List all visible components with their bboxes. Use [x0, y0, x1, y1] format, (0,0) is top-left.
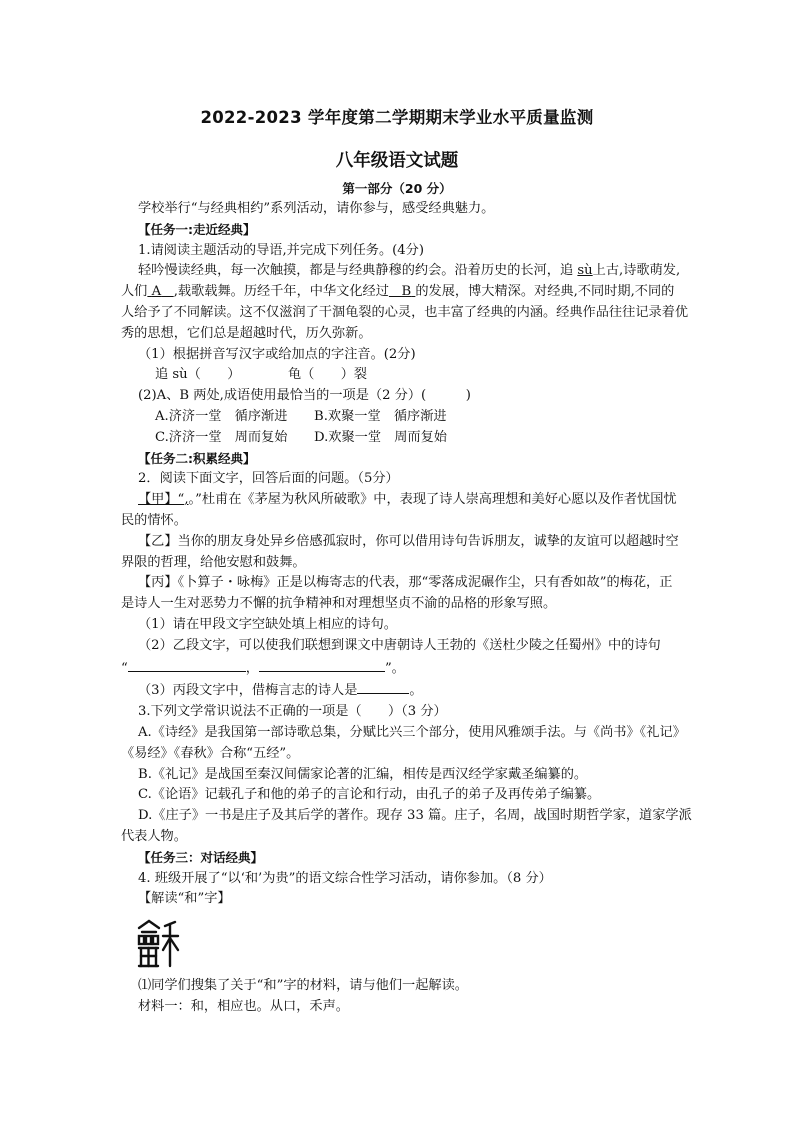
option-c[interactable]: C.济济一堂 周而复始	[155, 429, 288, 445]
q3-option-d-1[interactable]: D.《庄子》一书是庄子及其后学的著作。现存 33 篇。庄子，名周，战国时期哲学家，道家学派	[138, 808, 692, 824]
blank-b[interactable]: B	[401, 284, 412, 300]
options-row-1	[121, 407, 641, 428]
passage-line-1	[121, 261, 681, 282]
item-su[interactable]: 追 sù（ ）	[155, 367, 241, 383]
exam-content	[121, 199, 692, 1018]
task2-heading: 【任务二:积累经典】	[138, 450, 256, 466]
passage-text: 轻吟慢读经典，每一次触摸，都是与经典静穆的约会。沿着历史的长河，追	[138, 263, 578, 279]
passage-text: ,载歌载舞。历经千年，中华文化经过	[173, 284, 389, 300]
subject-title: 八年级语文试题	[335, 151, 459, 171]
task3-heading: 【任务三：对话经典】	[138, 849, 264, 865]
passage-line-4: 秀的思想，它们总是超越时代，历久弥新。	[121, 325, 372, 341]
question-3: 3.下列文学常识说法不正确的一项是（ ）（3 分）	[138, 704, 447, 720]
sub-4-1: ⑴同学们搜集了关于“和”字的材料，请与他们一起解读。	[138, 978, 468, 994]
passage-text: 的发展，博大精深。对经典,不同时期,不同的	[415, 284, 675, 300]
para-yi-1: 【乙】当你的朋友身处异乡倍感孤寂时，你可以借用诗句告诉朋友，诚挚的友谊可以超越时空	[138, 533, 679, 549]
para-jia-2: 民的情怀。	[121, 512, 187, 528]
q3-option-a-2: 《易经》《春秋》合称“五经”。	[121, 745, 300, 761]
question-2: 2．阅读下面文字，回答后面的问题。（5分）	[138, 471, 399, 487]
question-1: 1.请阅读主题活动的导语,并完成下列任务。(4分)	[138, 242, 425, 258]
part-title: 第一部分（20 分）	[342, 181, 452, 196]
task1-heading: 【任务一:走近经典】	[138, 221, 256, 237]
sub-question-1: （1）根据拼音写汉字或给加点的字注音。(2分)	[138, 346, 416, 362]
answer-blank-1[interactable]	[128, 657, 246, 672]
q3-option-d-2: 代表人物。	[121, 828, 187, 844]
para-jia-1	[121, 490, 677, 511]
para-bing-2: 是诗人一生对恶势力不懈的抗争精神和对理想坚贞不渝的品格的形象写照。	[121, 596, 557, 612]
q3-option-a-1[interactable]: A.《诗经》是我国第一部诗歌总集，分赋比兴三个部分，使用风雅颂手法。与《尚书》《礼记》	[138, 724, 686, 740]
para-yi-2: 界限的哲理，给他安慰和鼓舞。	[121, 554, 306, 570]
jia-label: 【甲】“	[138, 492, 185, 508]
sub-question-1-items	[121, 365, 641, 386]
passage-line-2	[121, 282, 675, 303]
sub-2-2-blanks: “ ， ”。	[121, 657, 641, 680]
jia-text: 。”杜甫在《茅屋为秋风所破歌》中，表现了诗人崇高理想和美好心愿以及作者忧国忧	[188, 492, 677, 508]
option-d[interactable]: D.欢聚一堂 周而复始	[314, 429, 447, 445]
passage-text: 上古,诗歌萌发,	[592, 263, 681, 279]
intro-text: 学校举行“与经典相约”系列活动，请你参与，感受经典魅力。	[138, 201, 495, 216]
options-row-2	[121, 428, 641, 449]
seal-script-he-icon	[135, 918, 181, 970]
blank-a[interactable]: A	[151, 284, 162, 300]
material-1: 材料一：和，相应也。从口，禾声。	[138, 998, 349, 1014]
sub-2-1: （1）请在甲段文字空缺处填上相应的诗句。	[138, 616, 397, 632]
sub-heading-he: 【解读“和”字】	[138, 891, 231, 907]
sub-question-2: (2)A、B 两处,成语使用最恰当的一项是（2 分）( )	[138, 388, 471, 404]
sub-2-2: （2）乙段文字，可以使我们联想到课文中唐朝诗人王勃的《送杜少陵之任蜀州》中的诗句	[138, 637, 661, 653]
q3-option-c[interactable]: C.《论语》记载孔子和他的弟子的言论和行动，由孔子的弟子及再传弟子编纂。	[138, 787, 601, 803]
sub-2-3: （3）丙段文字中，借梅言志的诗人是 。	[121, 679, 641, 702]
answer-blank-poet[interactable]	[357, 679, 409, 694]
option-a[interactable]: A.济济一堂 循序渐进	[155, 408, 288, 424]
option-b[interactable]: B.欢聚一堂 循序渐进	[314, 408, 447, 424]
para-bing-1: 【丙】《卜算子・咏梅》正是以梅寄志的代表，那“零落成泥碾作尘，只有香如故”的梅花，正	[138, 575, 673, 591]
answer-blank-2[interactable]	[259, 657, 385, 672]
jia-comma: ,	[184, 492, 189, 508]
q3-option-b[interactable]: B.《礼记》是战国至秦汉间儒家论著的汇编，相传是西汉经学家戴圣编纂的。	[138, 766, 588, 782]
question-4: 4. 班级开展了“以‘和’为贵”的语文综合性学习活动，请你参加。（8 分）	[138, 870, 552, 886]
passage-line-3: 人给予了不同解读。这不仅滋润了干涸龟裂的心灵，也丰富了经典的内涵。经典作品往往记录着优	[121, 304, 689, 320]
exam-title: 2022-2023 学年度第二学期期末学业水平质量监测	[200, 108, 594, 127]
pinyin-su: sù	[577, 263, 593, 279]
item-gui[interactable]: 龟（ ）裂	[288, 367, 368, 383]
passage-text: 人们	[121, 284, 148, 300]
